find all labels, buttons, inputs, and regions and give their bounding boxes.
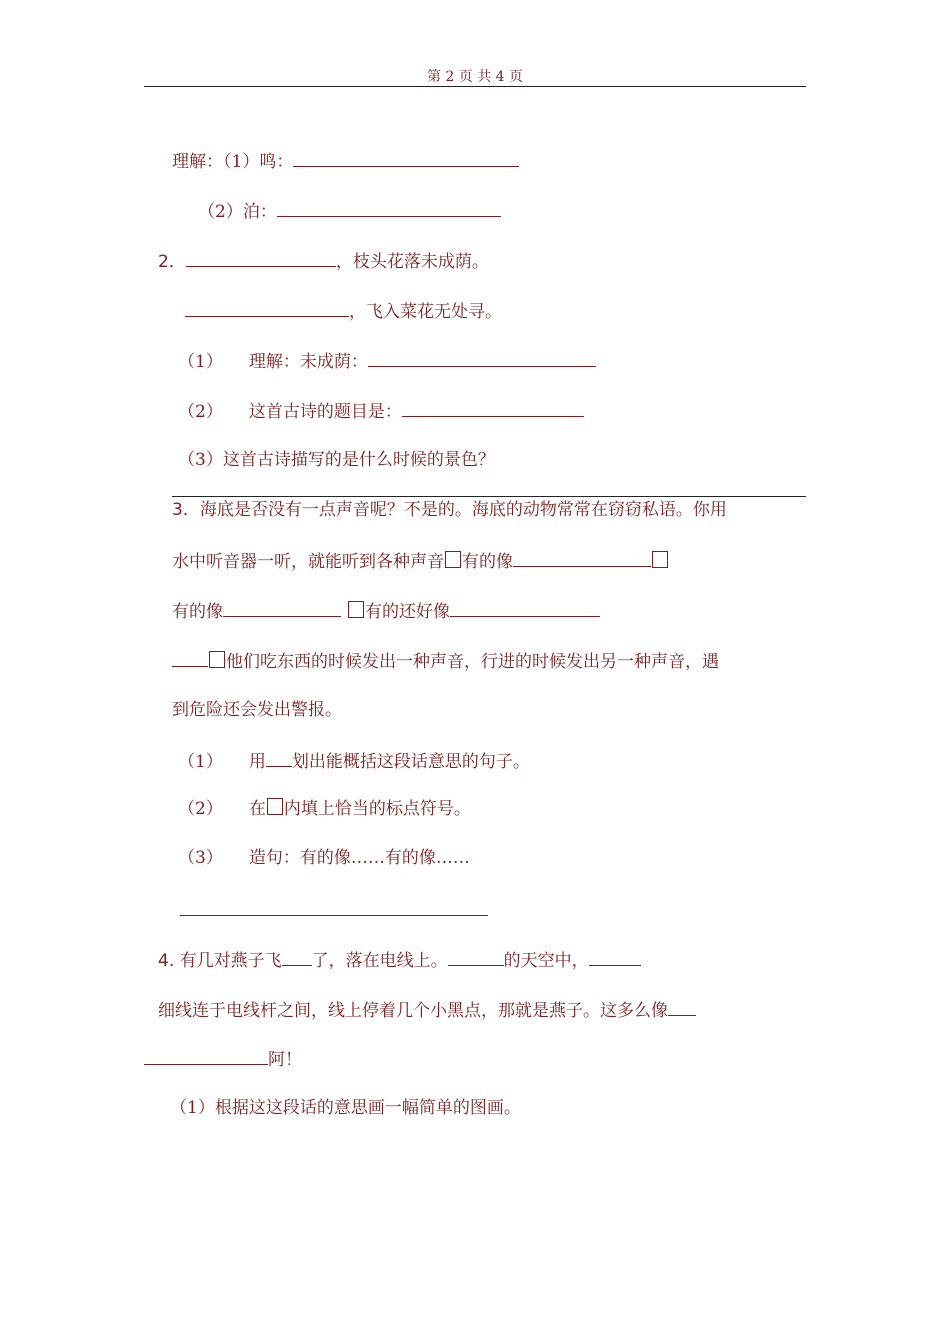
q2-blank-1[interactable]: [186, 248, 336, 267]
q4-line-1-text-c: 的天空中，: [503, 951, 589, 971]
q2-sub-2-num: （2）: [178, 402, 223, 422]
q2-sub-2-text: 这首古诗的题目是：: [248, 402, 402, 422]
q3-sub-1: [178, 748, 530, 774]
q4-blank-3[interactable]: [589, 947, 641, 966]
q3-blank-1[interactable]: [513, 548, 651, 567]
q3-underline-sample: [266, 748, 292, 767]
q1-blank-ming[interactable]: [293, 148, 519, 167]
q4-blank-2[interactable]: [448, 947, 504, 966]
q4-blank-5[interactable]: [144, 1046, 268, 1065]
q4-line-1-text-a: 4. 有几对燕子飞: [158, 951, 282, 971]
q2-line-2: [185, 298, 502, 324]
q2-sub-2: [178, 398, 584, 424]
q2-sub-3: [178, 448, 495, 472]
q3-line-3-text-a: 有的像: [172, 602, 223, 622]
q3-line-5: [172, 698, 342, 722]
q3-punct-box-2[interactable]: [652, 551, 668, 568]
q3-sub-2-text-a: 在: [248, 799, 266, 819]
q2-sub-1-num: （1）: [178, 352, 223, 372]
q2-answer-rule[interactable]: [172, 496, 806, 497]
q4-line-3: [144, 1046, 302, 1072]
q3-sub-1-text-b: 划出能概括这段话意思的句子。: [291, 752, 530, 772]
q2-blank-weichengyin[interactable]: [368, 348, 596, 367]
q3-blank-3[interactable]: [450, 598, 600, 617]
q4-blank-4[interactable]: [668, 997, 696, 1016]
q2-line-1-text: ，枝头花落未成荫。: [335, 252, 489, 272]
q1-understand-1: [172, 148, 519, 174]
q4-line-2: [158, 997, 696, 1023]
q3-sentence-answer-rule[interactable]: [180, 915, 488, 916]
q3-line-3: [172, 598, 600, 624]
q3-sub-2-box-icon: [267, 798, 283, 815]
q3-punct-box-3[interactable]: [348, 601, 364, 618]
q3-line-4: [172, 648, 719, 674]
q4-line-2-text: 细线连于电线杆之间，线上停着几个小黑点，那就是燕子。这多么像: [158, 1001, 668, 1021]
q2-blank-title[interactable]: [402, 398, 584, 417]
q2-line-1: [158, 248, 489, 274]
q2-line-2-text: ，飞入菜花无处寻。: [349, 302, 502, 322]
q2-sub-3-text: （3）这首古诗描写的是什么时候的景色？: [178, 450, 495, 470]
q3-line-2-text-a: 水中听音器一听，就能听到各种声音: [172, 552, 444, 572]
q3-sub-1-num: （1）: [178, 752, 223, 772]
q4-sub-1-text: （1）根据这这段话的意思画一幅简单的图画。: [170, 1098, 521, 1118]
q4-line-1: [158, 947, 641, 973]
q3-line-1: [172, 498, 727, 522]
q3-punct-box-4[interactable]: [209, 651, 225, 668]
q3-line-5-text: 到危险还会发出警报。: [172, 700, 342, 720]
q3-blank-4[interactable]: [172, 648, 208, 667]
q4-sub-1: [170, 1096, 521, 1120]
q1-understand-2: [198, 198, 501, 224]
header-rule: [144, 86, 806, 87]
q2-blank-2[interactable]: [185, 298, 349, 317]
q3-sub-3: [178, 846, 470, 870]
q1-blank-bo[interactable]: [277, 198, 501, 217]
q3-blank-2[interactable]: [223, 598, 341, 617]
page-header: 第 2 页 共 4 页: [426, 69, 524, 85]
q3-line-4-text: 他们吃东西的时候发出一种声音，行进的时候发出另一种声音，遇: [226, 652, 719, 672]
q1-understand-2-label: （2）泊：: [198, 202, 277, 222]
q3-sub-2-text-b: 内填上恰当的标点符号。: [283, 799, 471, 819]
q3-line-3-text-b: 有的还好像: [365, 602, 450, 622]
q3-line-2: [172, 548, 669, 574]
q2-sub-1: [178, 348, 596, 374]
q3-sub-1-text-a: 用: [248, 752, 266, 772]
q4-blank-1[interactable]: [282, 947, 312, 966]
q3-punct-box-1[interactable]: [445, 551, 461, 568]
q3-line-1-text: 3．海底是否没有一点声音呢？不是的。海底的动物常常在窃窃私语。你用: [172, 500, 727, 520]
q4-line-3-text: 阿！: [268, 1050, 302, 1070]
q3-sub-3-num: （3）: [178, 848, 223, 868]
q3-sub-2: [178, 797, 471, 821]
q4-line-1-text-b: 了，落在电线上。: [311, 951, 448, 971]
q3-sub-2-num: （2）: [178, 799, 223, 819]
q3-line-2-text-b: 有的像: [462, 552, 513, 572]
q3-sub-3-text: 造句：有的像……有的像……: [248, 848, 470, 868]
q1-understand-1-label: 理解：（1）鸣：: [172, 152, 294, 172]
q2-sub-1-text: 理解：未成荫：: [248, 352, 368, 372]
q2-number: 2．: [158, 252, 186, 272]
